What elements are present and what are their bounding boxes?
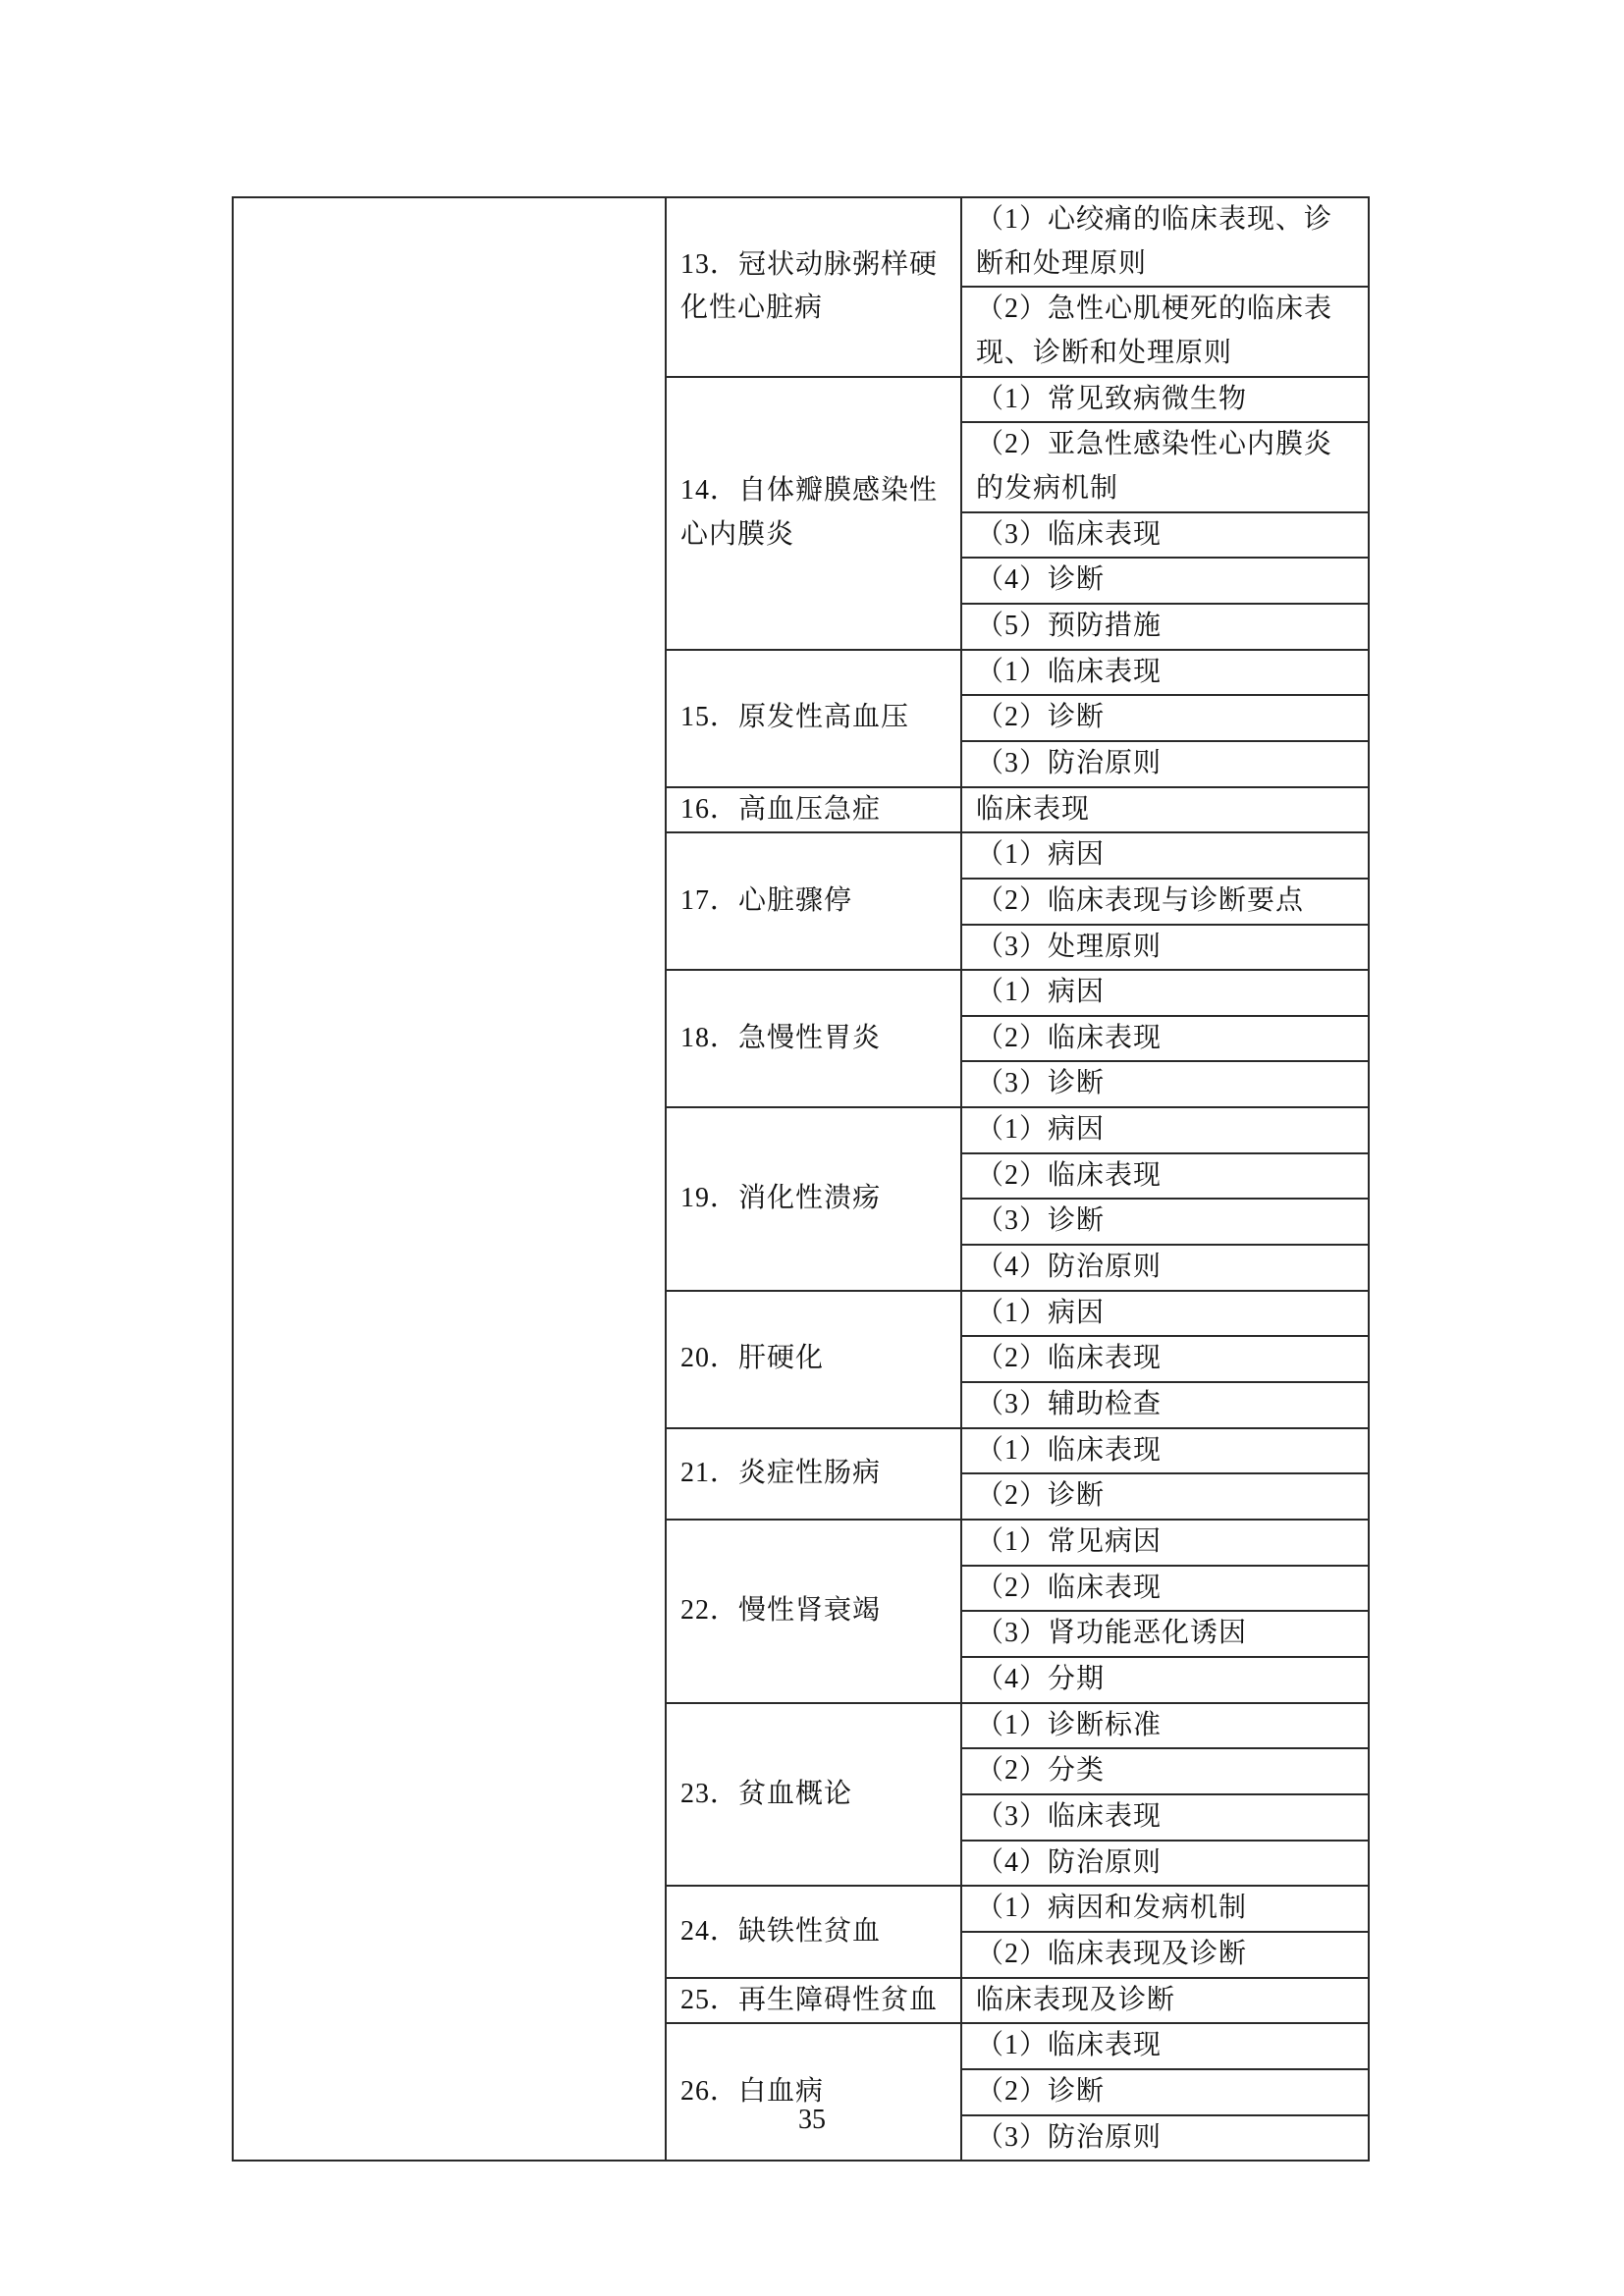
topic-cell: 17．心脏骤停	[666, 832, 961, 970]
point-cell: （1）临床表现	[961, 2023, 1369, 2069]
point-cell: （2）诊断	[961, 695, 1369, 741]
topic-cell: 21．炎症性肠病	[666, 1428, 961, 1520]
point-cell: （1）临床表现	[961, 1428, 1369, 1474]
point-cell: （3）诊断	[961, 1061, 1369, 1107]
point-cell: （4）分期	[961, 1657, 1369, 1703]
point-cell: （1）病因和发病机制	[961, 1886, 1369, 1932]
point-cell: （2）临床表现	[961, 1016, 1369, 1062]
table-row	[233, 197, 1369, 287]
point-cell: （4）诊断	[961, 558, 1369, 604]
point-cell: （1）诊断标准	[961, 1703, 1369, 1749]
point-cell: （1）病因	[961, 832, 1369, 879]
topic-cell: 15．原发性高血压	[666, 650, 961, 787]
point-cell: （3）处理原则	[961, 925, 1369, 971]
point-cell: （4）防治原则	[961, 1841, 1369, 1887]
topic-cell: 22．慢性肾衰竭	[666, 1520, 961, 1703]
point-cell: （1）病因	[961, 970, 1369, 1016]
point-cell: （3）临床表现	[961, 512, 1369, 559]
point-cell: （2）临床表现	[961, 1566, 1369, 1612]
point-cell: （2）临床表现	[961, 1336, 1369, 1382]
page-number: 35	[798, 2105, 826, 2135]
point-cell: （1）常见致病微生物	[961, 377, 1369, 423]
point-cell: （4）防治原则	[961, 1245, 1369, 1291]
topic-cell: 18．急慢性胃炎	[666, 970, 961, 1107]
point-cell: （3）防治原则	[961, 741, 1369, 787]
topic-cell: 20．肝硬化	[666, 1291, 961, 1428]
point-cell: （1）临床表现	[961, 650, 1369, 696]
topic-cell: 25．再生障碍性贫血	[666, 1978, 961, 2024]
point-cell: （2）诊断	[961, 2069, 1369, 2115]
point-cell: （3）诊断	[961, 1199, 1369, 1245]
point-cell: （2）分类	[961, 1748, 1369, 1794]
point-cell: （2）临床表现与诊断要点	[961, 879, 1369, 925]
point-cell: （1）病因	[961, 1107, 1369, 1153]
point-cell: （2）临床表现	[961, 1153, 1369, 1200]
point-cell: （1）心绞痛的临床表现、诊断和处理原则	[961, 197, 1369, 287]
topic-cell: 14．自体瓣膜感染性心内膜炎	[666, 377, 961, 650]
point-cell: （3）临床表现	[961, 1794, 1369, 1841]
point-cell: （3）肾功能恶化诱因	[961, 1611, 1369, 1657]
topic-cell: 24．缺铁性贫血	[666, 1886, 961, 1977]
topic-cell: 16．高血压急症	[666, 787, 961, 833]
category-cell	[233, 197, 666, 2161]
topic-cell: 26．白血病	[666, 2023, 961, 2161]
point-cell: （3）防治原则	[961, 2115, 1369, 2162]
point-cell: （1）病因	[961, 1291, 1369, 1337]
point-cell: （1）常见病因	[961, 1520, 1369, 1566]
point-cell: （2）亚急性感染性心内膜炎的发病机制	[961, 422, 1369, 511]
topic-cell: 13．冠状动脉粥样硬化性心脏病	[666, 197, 961, 377]
point-cell: 临床表现	[961, 787, 1369, 833]
topic-cell: 19．消化性溃疡	[666, 1107, 961, 1291]
point-cell: （2）急性心肌梗死的临床表现、诊断和处理原则	[961, 287, 1369, 376]
topic-cell: 23．贫血概论	[666, 1703, 961, 1887]
point-cell: （5）预防措施	[961, 604, 1369, 650]
point-cell: （3）辅助检查	[961, 1382, 1369, 1428]
point-cell: 临床表现及诊断	[961, 1978, 1369, 2024]
point-cell: （2）临床表现及诊断	[961, 1932, 1369, 1978]
point-cell: （2）诊断	[961, 1473, 1369, 1520]
syllabus-table	[232, 196, 1370, 2162]
